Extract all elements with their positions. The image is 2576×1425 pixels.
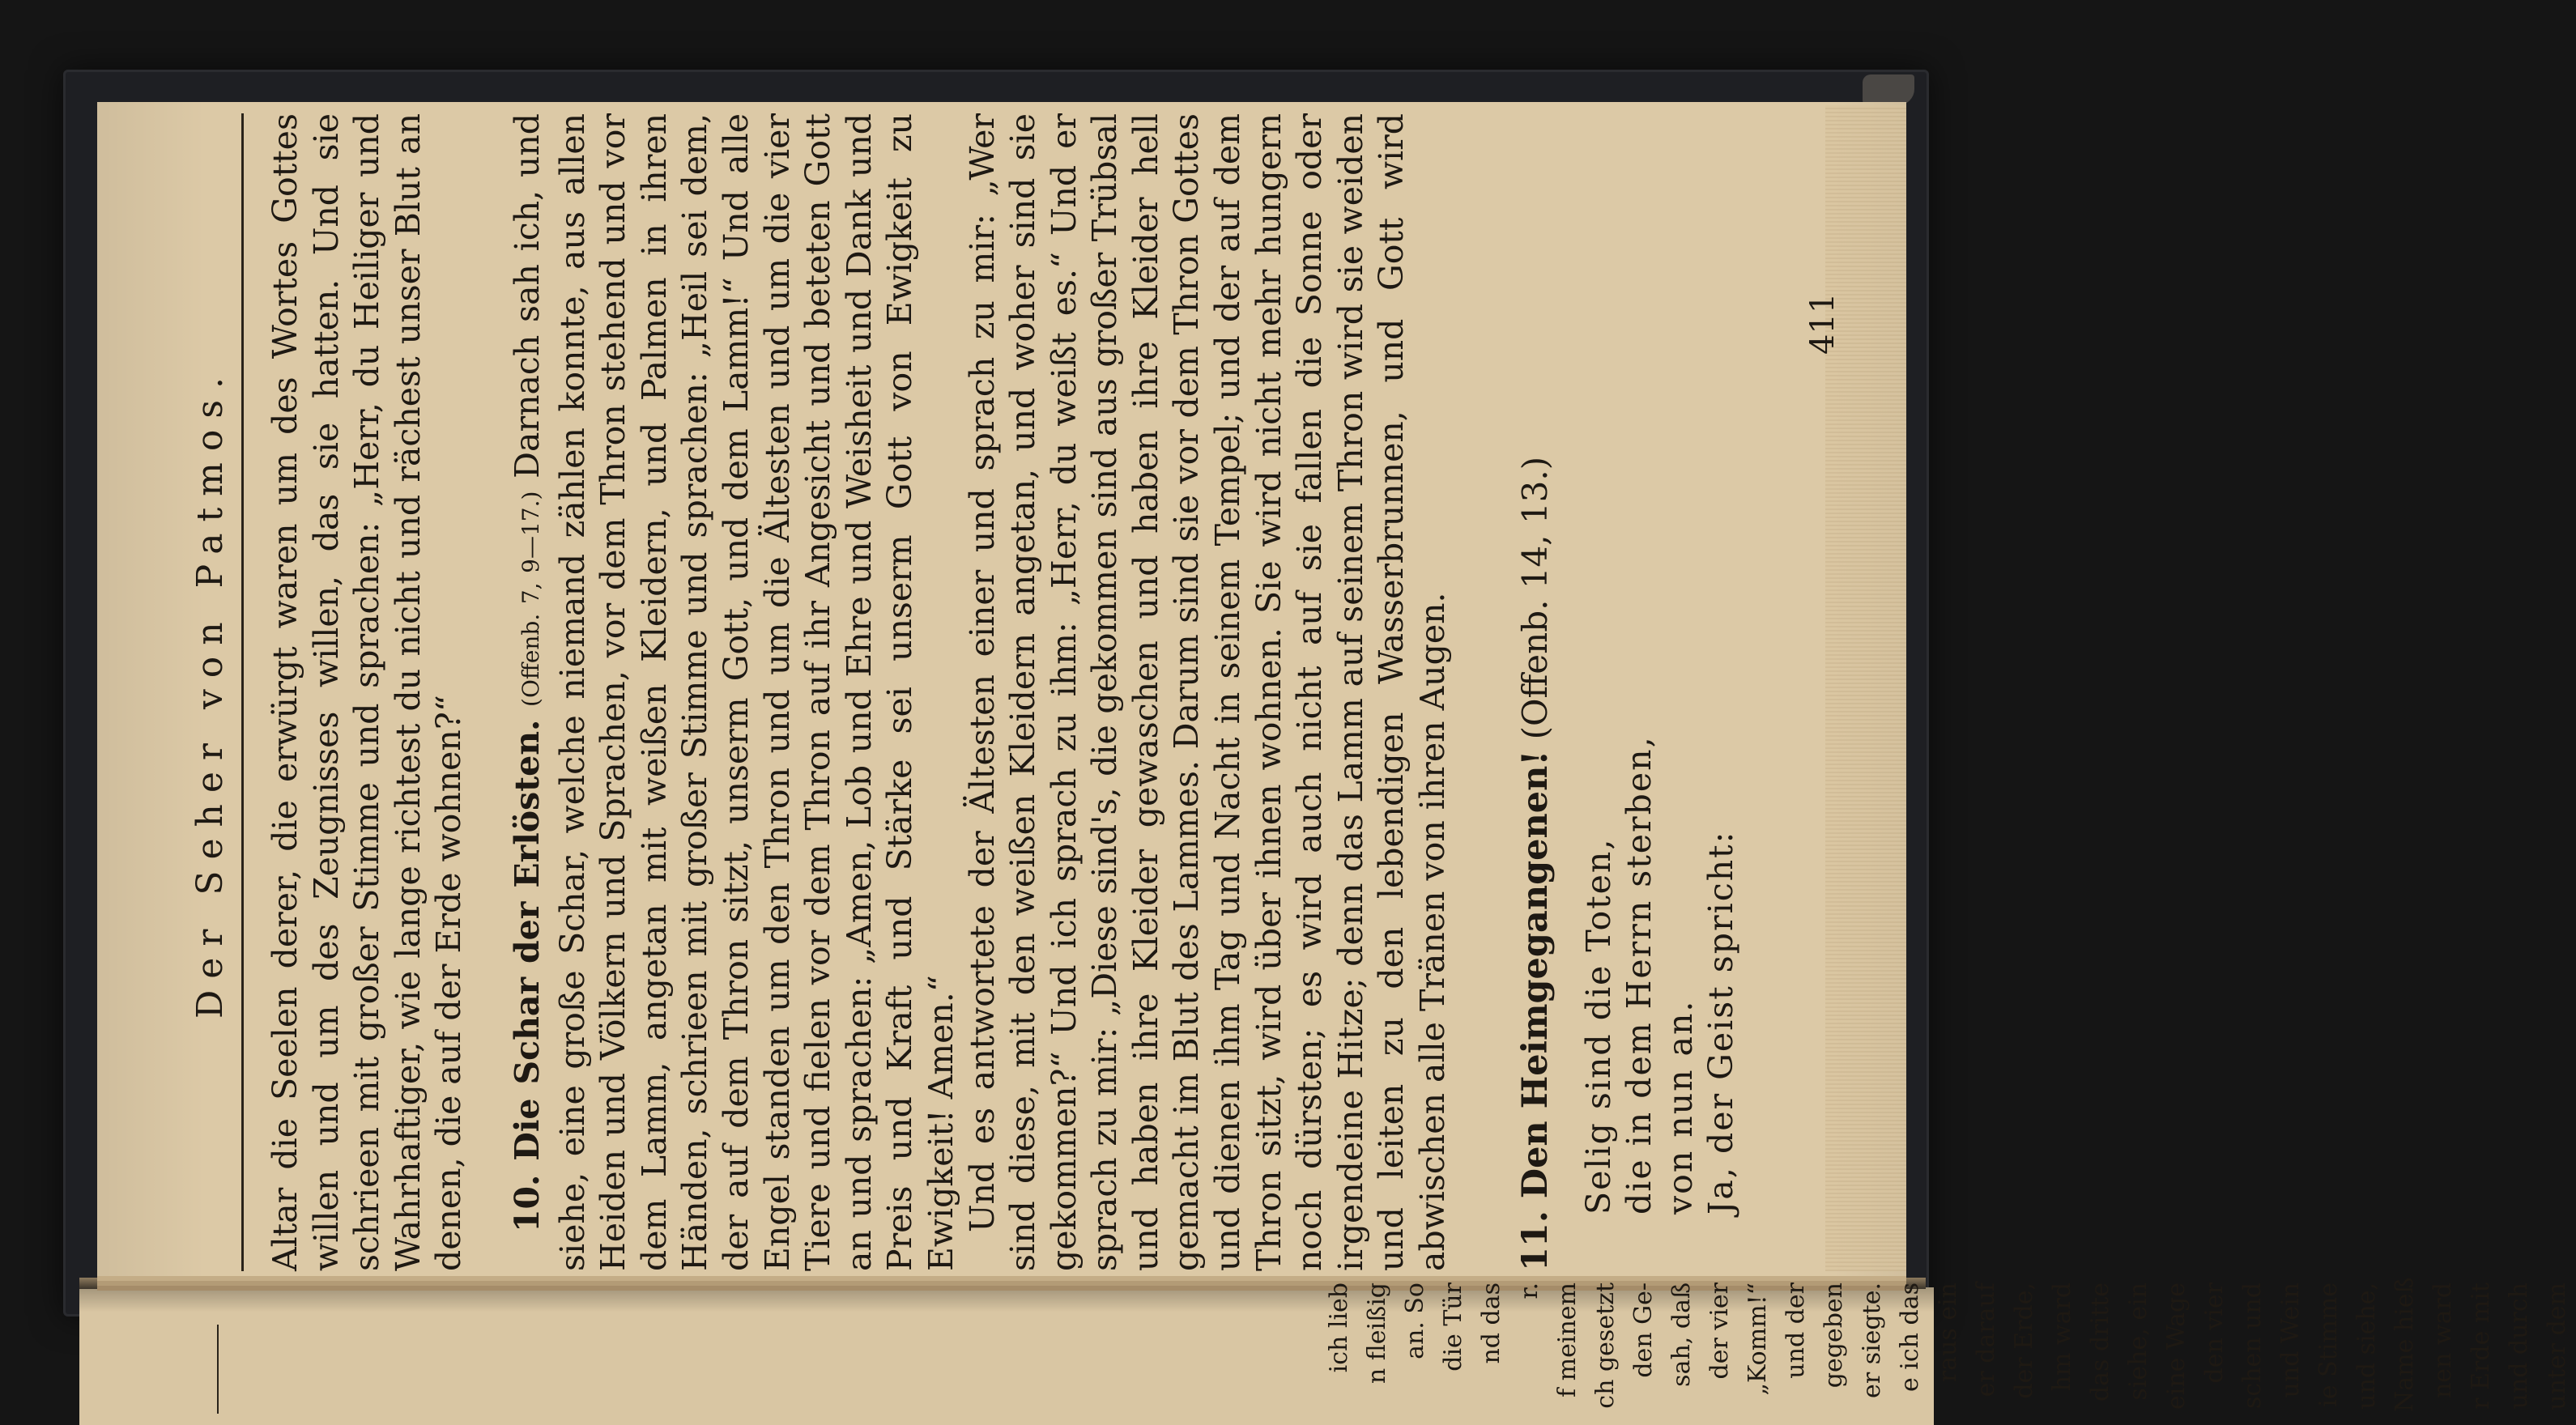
- paragraph-elder: Und es antwortete der Ältesten einer und sprach zu mir: „Wer sind diese, mit den weißen Kleidern angetan, und woher sind sie gekommen?“ Und ich sprach zu ihm: „Herr, du weißt es.“ Und er sprach zu mir: „Diese sind's, die gekommen sind aus großer Trübsal und haben ihre Kleider gewaschen und haben ihre Kleider hell gemacht im Blut des Lammes. Darum sind sie vor dem Thron Gottes und dienen ihm Tag und Nacht in seinem Tempel; und der auf dem Thron sitzt, wird über ihnen wohnen. Sie wird nicht mehr hungern noch dürsten; es wird auch nicht auf sie fallen die Sonne oder irgendeine Hitze; denn das Lamm auf seinem Thron wird sie weiden und leiten zu den lebendigen Wasserbrunnen, und Gott wird abwischen alle Tränen von ihren Augen.: [962, 113, 1453, 1271]
- previous-page-line: r.: [1515, 1282, 1543, 1300]
- previous-page-line: und siehe,: [2352, 1282, 2381, 1410]
- section-11-reference: (Offenb. 14, 13.): [1514, 456, 1555, 740]
- cover-corner-wear: [1863, 74, 1914, 105]
- page-text-block: [186, 113, 1742, 1271]
- previous-page-text: [1320, 1277, 2576, 1412]
- previous-page-line: und der: [1782, 1282, 1810, 1379]
- previous-page-line: „Komm!“: [1744, 1282, 1772, 1396]
- poem-line: Ja, der Geist spricht:: [1701, 830, 1741, 1214]
- section-10-reference: (Offenb. 7, 9—17.): [517, 491, 544, 707]
- poem-line: Selig sind die Toten,: [1578, 837, 1618, 1214]
- header-rule: [241, 113, 244, 1271]
- previous-page-line: der Erde,: [2010, 1282, 2038, 1399]
- section-10-text: Darnach sah ich, und siehe, eine große Schar, welche niemand zählen konnte, aus allen Heiden und Völkern und Sprachen, vor dem Thron stehend und vor dem Lamm, angetan mit weißen Kleidern, und Palmen in ihren Händen, schrieen mit großer Stimme und sprachen: „Heil sei dem, der auf dem Thron sitzt, unserm Gott, und dem Lamm!“ Und alle Engel standen um den Thron und um die Ältesten und um die vier Tiere und fielen vor dem Thron auf ihr Angesicht und beteten Gott an und sprachen: „Amen, Lob und Ehre und Weisheit und Dank und Preis und Kraft und Stärke sei unserm Gott von Ewigkeit zu Ewigkeit! Amen.“: [507, 113, 960, 1271]
- previous-page-line: und Wein: [2276, 1282, 2305, 1398]
- running-header: Der Seher von Patmos.: [189, 366, 231, 1019]
- previous-page-line: an. So: [1401, 1282, 1429, 1359]
- previous-page-line: n fleißig: [1363, 1282, 1391, 1385]
- previous-page-rule: [217, 1325, 219, 1414]
- poem-line: von nun an.: [1660, 999, 1700, 1214]
- previous-page-line: ch gesetzt: [1591, 1282, 1620, 1409]
- previous-page-line: nen ward: [2429, 1282, 2457, 1399]
- poem: [1578, 113, 1742, 1214]
- previous-page-line: schen und: [2238, 1282, 2267, 1409]
- section-10: [507, 113, 962, 1271]
- previous-page-line: unter dem: [2543, 1282, 2571, 1410]
- previous-page-line: und durch: [2505, 1282, 2533, 1410]
- previous-page-line: er darauf: [1972, 1282, 2000, 1397]
- previous-page-line: den Ge-: [1629, 1282, 1658, 1378]
- poem-line: die in dem Herrn sterben,: [1620, 735, 1659, 1214]
- previous-page-line: sah, daß: [1667, 1282, 1696, 1387]
- previous-page-line: gegeben: [1820, 1282, 1848, 1389]
- section-11-heading: 11. Den Heimgegangenen!: [1514, 750, 1556, 1271]
- previous-page-line: er siegte.: [1858, 1282, 1886, 1398]
- previous-page-line: e ich das: [1896, 1282, 1924, 1393]
- previous-page-line: siehe, ein: [2124, 1282, 2152, 1401]
- previous-page-line: eine Wage: [2162, 1282, 2191, 1410]
- previous-page-line: den vier: [2200, 1282, 2229, 1384]
- previous-page-line: Name hieß: [2391, 1277, 2419, 1412]
- section-10-heading: 10. Die Schar der Erlösten.: [507, 719, 547, 1232]
- previous-page-line: raus ein: [1934, 1282, 1962, 1383]
- previous-page-line: f meinem: [1553, 1282, 1582, 1397]
- paragraph-continuation: Altar die Seelen derer, die erwürgt waren um des Wortes Gottes willen und um des Zeugnisses willen, das sie hatten. Und sie schrieen mit großer Stimme und sprachen: „Herr, du Heiliger und Wahrhaftiger, wie lange richtest du nicht und rächest unser Blut an denen, die auf der Erde wohnen?“: [266, 113, 469, 1271]
- previous-page-line: hm ward: [2048, 1282, 2076, 1392]
- previous-page-line: die Tür: [1439, 1282, 1467, 1372]
- previous-page-line: r Erde mit: [2467, 1282, 2495, 1410]
- previous-page-line: nd das: [1477, 1282, 1505, 1364]
- section-11: [1515, 113, 1556, 1271]
- previous-page-line: ich lieb: [1325, 1282, 1353, 1373]
- previous-page-line: das dritte: [2086, 1282, 2114, 1402]
- page-number: 411: [1804, 292, 1842, 355]
- page-edge: [1825, 105, 1906, 1271]
- previous-page-line: ie Stimme: [2314, 1282, 2343, 1407]
- previous-page-line: der vier: [1705, 1282, 1734, 1380]
